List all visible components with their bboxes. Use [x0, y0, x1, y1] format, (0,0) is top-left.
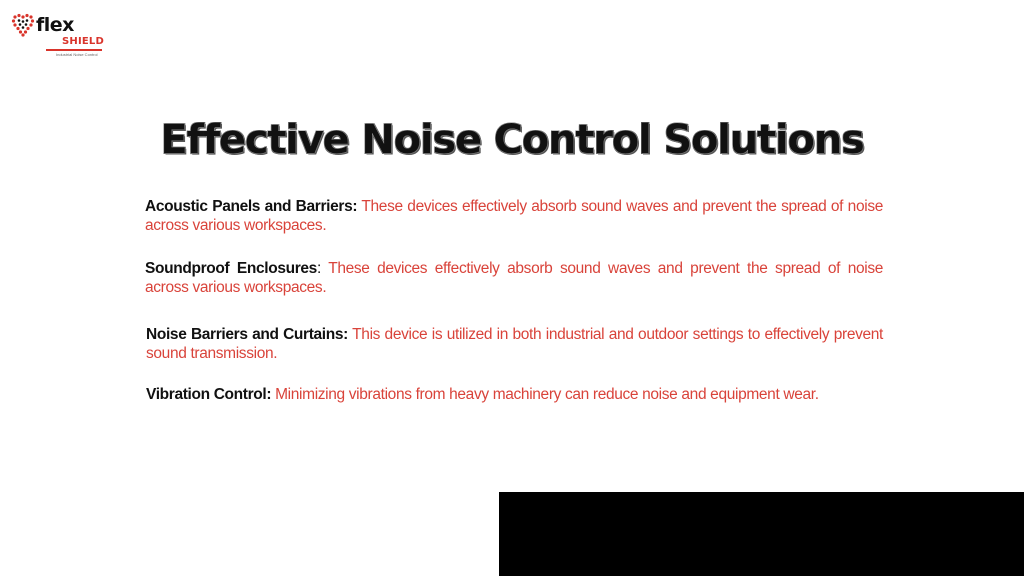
solution-term: Vibration Control: — [146, 386, 272, 403]
solution-term: Soundproof Enclosures — [145, 260, 317, 277]
solution-description: These devices effectively absorb sound waves and prevent the spread of noise across various workspaces. — [145, 198, 883, 234]
logo-tagline: Industrial Noise Control — [56, 52, 98, 57]
flexshield-logo — [10, 10, 110, 60]
slide-title: Effective Noise Control Solutions — [160, 117, 864, 163]
logo-wordmark-shield: SHIELD — [62, 36, 104, 47]
logo-underline — [46, 49, 102, 51]
solution-term: Noise Barriers and Curtains: — [146, 326, 348, 343]
solution-separator: : — [316, 260, 321, 277]
solution-term: Acoustic Panels and Barriers: — [145, 198, 358, 215]
solution-description: Minimizing vibrations from heavy machinery can reduce noise and equipment wear. — [271, 386, 819, 403]
solution-item-soundproof-enclosures — [145, 259, 883, 297]
solution-description: This device is utilized in both industrial and outdoor settings to effectively prevent sound transmission. — [146, 326, 884, 362]
solution-item-vibration-control — [146, 385, 883, 404]
solution-item-noise-barriers — [146, 325, 883, 363]
solution-item-acoustic-panels — [145, 197, 883, 235]
shield-logo-icon — [10, 12, 36, 38]
black-overlay-block — [499, 492, 1024, 576]
logo-wordmark-flex: flex — [36, 14, 74, 36]
solution-description: These devices effectively absorb sound waves and prevent the spread of noise across various workspaces. — [145, 260, 884, 296]
